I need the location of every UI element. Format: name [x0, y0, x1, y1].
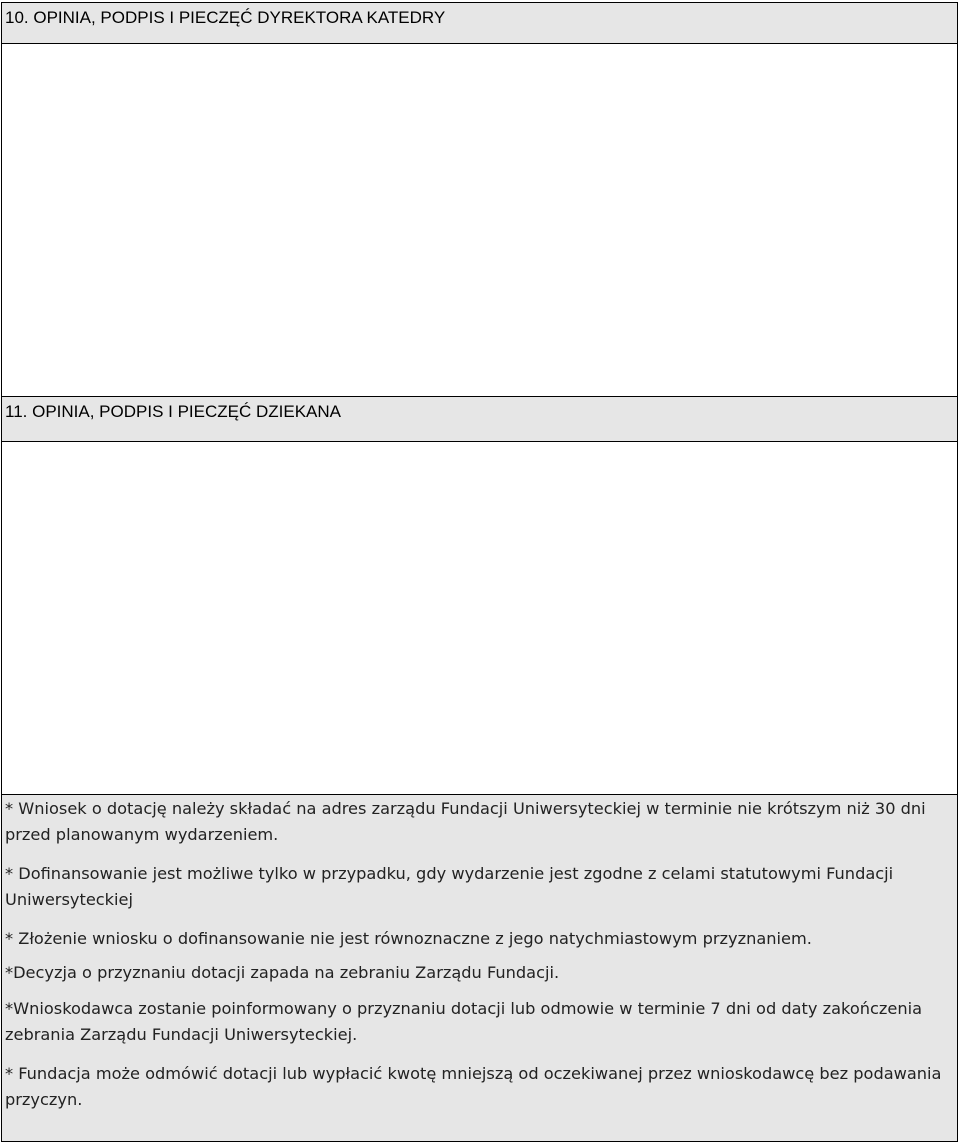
section-11-signature-area[interactable] [1, 441, 958, 795]
section-11-title: 11. OPINIA, PODPIS I PIECZĘĆ DZIEKANA [5, 402, 341, 421]
section-10-title: 10. OPINIA, PODPIS I PIECZĘĆ DYREKTORA KATEDRY [5, 8, 446, 27]
note-item: * Wniosek o dotację należy składać na adres zarządu Fundacji Uniwersyteckiej w terminie nie krótszym niż 30 dni przed planowanym wydarzeniem. [5, 799, 926, 844]
notes-section [1, 794, 958, 1142]
note-item: *Decyzja o przyznaniu dotacji zapada na zebraniu Zarządu Fundacji. [5, 963, 560, 982]
section-10-header [1, 2, 958, 44]
section-11-header [1, 396, 958, 442]
section-10-signature-area[interactable] [1, 43, 958, 397]
note-item: * Dofinansowanie jest możliwe tylko w przypadku, gdy wydarzenie jest zgodne z celami statutowymi Fundacji Uniwersyteckiej [5, 864, 894, 909]
note-item: *Wnioskodawca zostanie poinformowany o przyznaniu dotacji lub odmowie w terminie 7 dni od daty zakończenia zebrania Zarządu Fundacji Uniwersyteckiej. [5, 999, 923, 1044]
note-item: * Fundacja może odmówić dotacji lub wypłacić kwotę mniejszą od oczekiwanej przez wnioskodawcę bez podawania przyczyn. [5, 1064, 942, 1109]
note-item: * Złożenie wniosku o dofinansowanie nie jest równoznaczne z jego natychmiastowym przyznaniem. [5, 929, 812, 948]
